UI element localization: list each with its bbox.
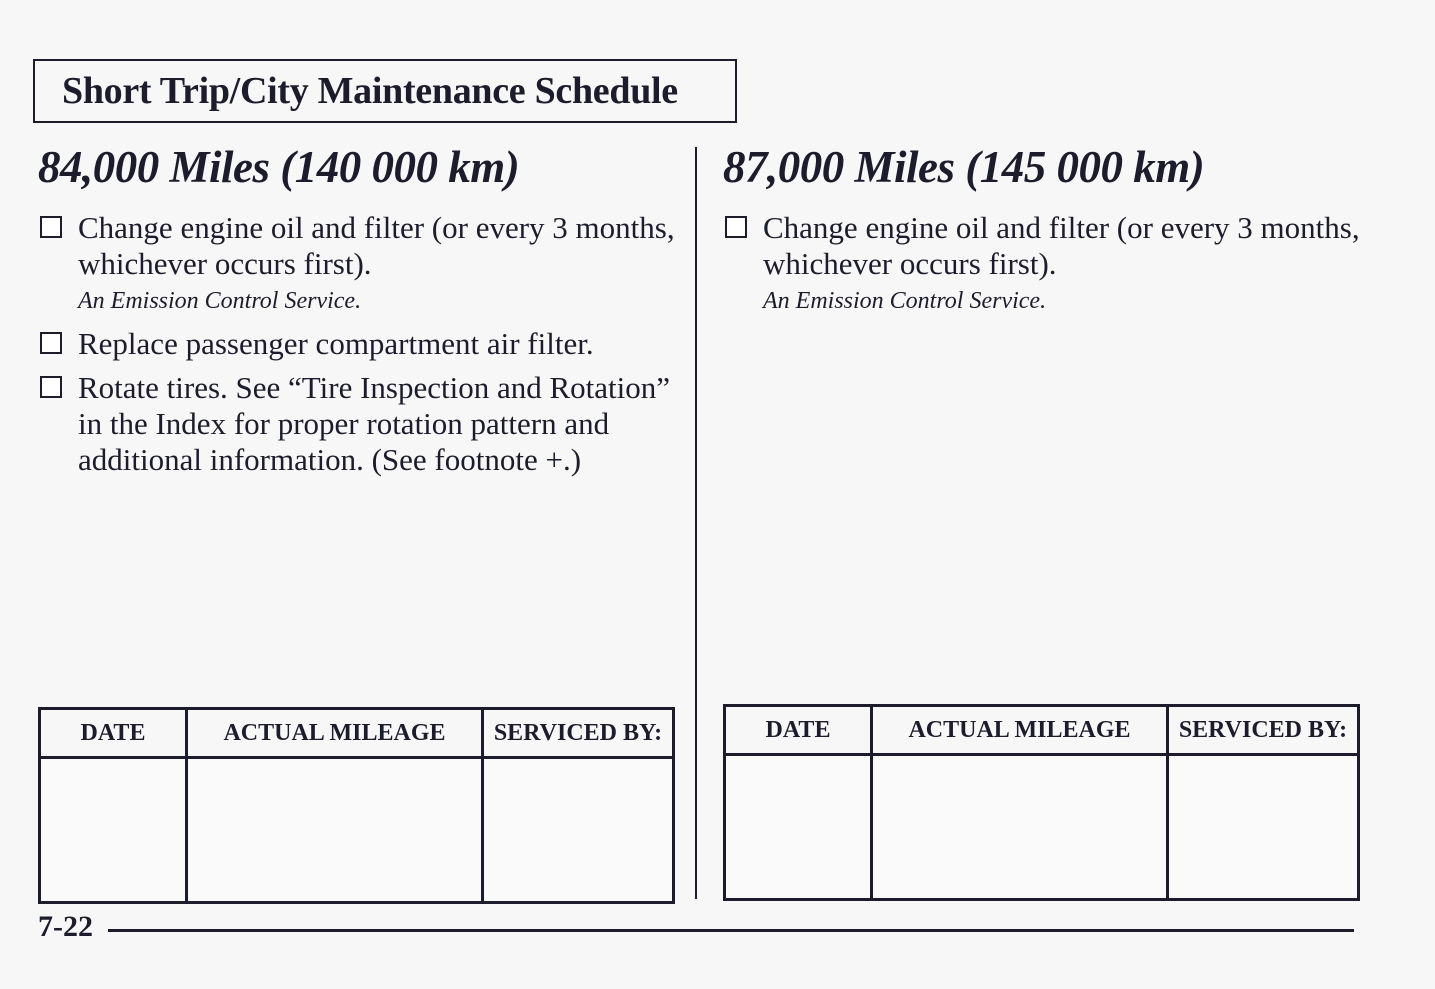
checkbox-icon[interactable]: [40, 216, 62, 238]
column-divider: [695, 147, 697, 899]
left-item-rotate-tires: [38, 370, 678, 478]
table-row: [40, 758, 674, 903]
serviced-by-cell[interactable]: [483, 758, 674, 903]
emission-note: An Emission Control Service.: [763, 288, 1047, 314]
footer-rule: [108, 929, 1354, 932]
actual-mileage-header: ACTUAL MILEAGE: [187, 709, 483, 758]
item-text: Change engine oil and filter (or every 3 months, whichever occurs first).: [78, 210, 675, 281]
left-service-log-table: [38, 707, 675, 904]
left-item-air-filter: [38, 326, 678, 362]
serviced-by-cell[interactable]: [1168, 755, 1359, 900]
table-header-row: [725, 706, 1359, 755]
checkbox-icon[interactable]: [40, 376, 62, 398]
date-cell[interactable]: [40, 758, 187, 903]
left-item-oil-change: [38, 210, 678, 318]
date-cell[interactable]: [725, 755, 872, 900]
right-mileage-heading: 87,000 Miles (145 000 km): [723, 142, 1205, 192]
actual-mileage-header: ACTUAL MILEAGE: [872, 706, 1168, 755]
checkbox-icon[interactable]: [725, 216, 747, 238]
schedule-title: Short Trip/City Maintenance Schedule: [33, 59, 737, 123]
right-item-oil-change: [723, 210, 1363, 318]
table-row: [725, 755, 1359, 900]
item-text: Change engine oil and filter (or every 3 months, whichever occurs first).: [763, 210, 1360, 281]
item-text: Replace passenger compartment air filter.: [78, 326, 594, 361]
right-service-log-table: [723, 704, 1360, 901]
actual-mileage-cell[interactable]: [872, 755, 1168, 900]
table-header-row: [40, 709, 674, 758]
actual-mileage-cell[interactable]: [187, 758, 483, 903]
emission-note: An Emission Control Service.: [78, 288, 362, 314]
date-header: DATE: [40, 709, 187, 758]
left-mileage-heading: 84,000 Miles (140 000 km): [38, 142, 520, 192]
right-column: [723, 138, 1363, 326]
checkbox-icon[interactable]: [40, 332, 62, 354]
page-number: 7-22: [38, 910, 93, 943]
left-column: [38, 138, 678, 486]
serviced-by-header: SERVICED BY:: [1168, 706, 1359, 755]
date-header: DATE: [725, 706, 872, 755]
item-text: Rotate tires. See “Tire Inspection and Rotation” in the Index for proper rotation pattern and additional information. (See footnote +.): [78, 370, 671, 477]
serviced-by-header: SERVICED BY:: [483, 709, 674, 758]
